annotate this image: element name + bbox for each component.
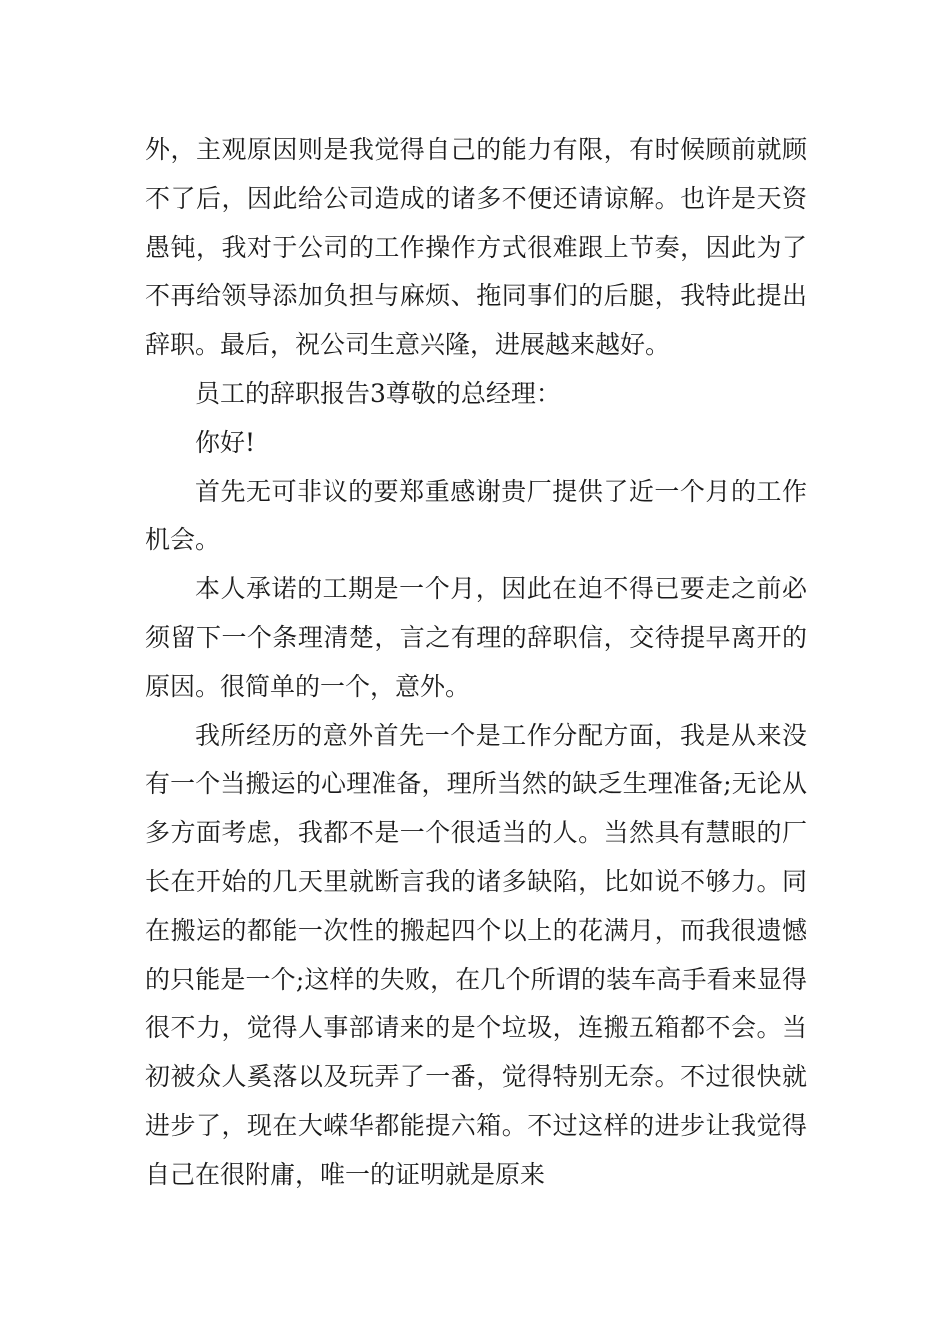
- paragraph-heading-report-3: 员工的辞职报告3尊敬的总经理：: [195, 378, 561, 408]
- paragraph-continued: 外，主观原因则是我觉得自己的能力有限，有时候顾前就顾不了后，因此给公司造成的诸多不便还请谅解。也许是天资愚钝，我对于公司的工作操作方式很难跟上节奏，因此为了不再给领导添加负担与麻烦、拖同事们的后腿，我特此提出辞职。最后，祝公司生意兴隆，进展越来越好。: [145, 135, 807, 360]
- paragraph-experience: 我所经历的意外首先一个是工作分配方面，我是从来没有一个当搬运的心理准备，理所当然的缺乏生理准备;无论从多方面考虑，我都不是一个很适当的人。当然具有慧眼的厂长在开始的几天里就断言我的诸多缺陷，比如说不够力。同在搬运的都能一次性的搬起四个以上的花满月，而我很遗憾的只能是一个;这样的失败，在几个所谓的装车高手看来显得很不力，觉得人事部请来的是个垃圾，连搬五箱都不会。当初被众人奚落以及玩弄了一番，觉得特别无奈。不过很快就进步了，现在大嵘华都能提六箱。不过这样的进步让我觉得自己在很附庸，唯一的证明就是原来: [145, 720, 807, 1189]
- paragraph-greeting: 你好!: [195, 427, 256, 457]
- paragraph-reason: 本人承诺的工期是一个月，因此在迫不得已要走之前必须留下一个条理清楚，言之有理的辞职信，交待提早离开的原因。很简单的一个，意外。: [145, 574, 807, 701]
- document-body: [145, 126, 807, 1200]
- paragraph-thanks: 首先无可非议的要郑重感谢贵厂提供了近一个月的工作机会。: [145, 476, 807, 555]
